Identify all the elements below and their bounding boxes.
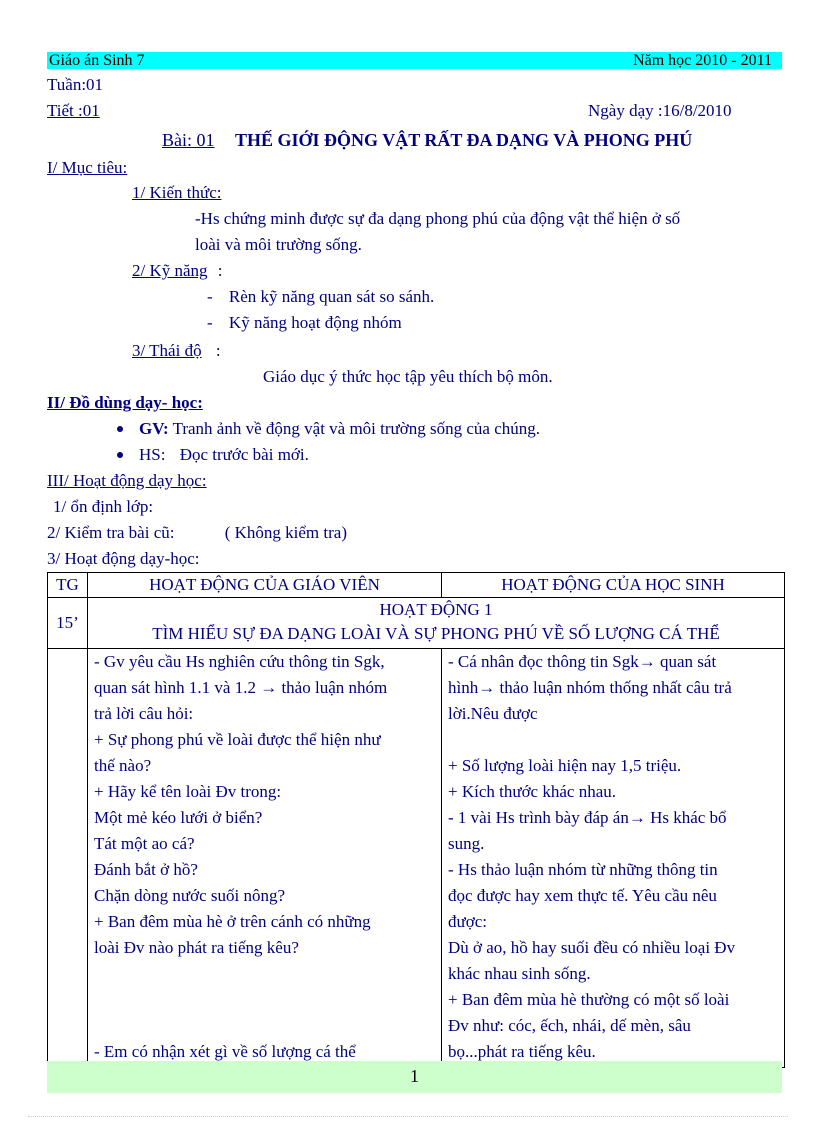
skill-text: Kỹ năng hoạt động nhóm	[228, 313, 402, 332]
teacher-line: thế nào?	[94, 756, 152, 775]
lesson-title: THẾ GIỚI ĐỘNG VẬT RẤT ĐA DẠNG VÀ PHONG PHÚ	[235, 130, 693, 150]
skill-item	[207, 312, 402, 334]
attitude-colon: :	[215, 341, 221, 360]
knowledge-heading: 1/ Kiến thức:	[132, 183, 222, 202]
page-footer	[47, 1061, 782, 1093]
objectives-heading: I/ Mục tiêu:	[47, 158, 128, 177]
teacher-line: Chặn dòng nước suối nông?	[94, 886, 286, 905]
skills-colon: :	[217, 261, 223, 280]
student-line: bọ...phát ra tiếng kêu.	[448, 1042, 596, 1061]
teacher-line	[94, 961, 435, 987]
step-1: 1/ ổn định lớp:	[53, 497, 154, 516]
skills-heading: 2/ Kỹ năng	[132, 261, 208, 280]
skills-heading-row	[132, 260, 223, 282]
teacher-activity-cell	[88, 649, 442, 1068]
teacher-line	[94, 1013, 435, 1039]
student-line: khác nhau sinh sống.	[448, 964, 591, 983]
step-2-label: 2/ Kiểm tra bài cũ:	[47, 523, 175, 542]
student-line: + Kích thước khác nhau.	[448, 782, 616, 801]
activities-heading: III/ Hoạt động dạy học:	[47, 471, 207, 490]
student-materials: Đọc trước bài mới.	[179, 445, 309, 464]
page-header	[47, 52, 782, 69]
page-bottom-divider	[28, 1116, 788, 1117]
activity-title: HOẠT ĐỘNG 1	[379, 600, 493, 619]
attitude-text: Giáo dục ý thức học tập yêu thích bộ môn.	[263, 367, 553, 386]
teacher-line: trả lời câu hỏi:	[94, 704, 194, 723]
student-line: sung.	[448, 834, 485, 853]
bullet-icon	[117, 426, 123, 432]
skill-item	[207, 286, 434, 308]
teacher-line: Đánh bắt ở hồ?	[94, 860, 198, 879]
materials-heading: II/ Đồ dùng dạy- học:	[47, 393, 203, 412]
student-line: Đv như: cóc, ếch, nhái, dế mèn, sâu	[448, 1016, 691, 1035]
teaching-date: Ngày dạy :16/8/2010	[588, 101, 732, 120]
teacher-line: - Gv yêu cầu Hs nghiên cứu thông tin Sgk,	[94, 652, 385, 671]
lesson-activity-table	[47, 572, 785, 1068]
lesson-heading	[162, 129, 692, 151]
skill-dash: -	[207, 313, 213, 332]
step-2	[47, 522, 347, 544]
page-number: 1	[410, 1066, 419, 1086]
teacher-materials: Tranh ảnh về động vật và môi trường sống của chúng.	[172, 419, 540, 438]
teacher-label: GV:	[139, 419, 169, 438]
teacher-line: quan sát hình 1.1 và 1.2 → thảo luận nhóm	[94, 678, 388, 697]
header-subject: Giáo án Sinh 7	[49, 52, 145, 69]
week-label: Tuần:01	[47, 75, 104, 94]
teacher-line: Một mẻ kéo lưới ở biển?	[94, 808, 263, 827]
student-line: đọc được hay xem thực tế. Yêu cầu nêu	[448, 886, 717, 905]
step-3: 3/ Hoạt động dạy-học:	[47, 549, 200, 568]
attitude-heading-row	[132, 340, 221, 362]
activity-subtitle: TÌM HIỂU SỰ ĐA DẠNG LOÀI VÀ SỰ PHONG PHÚ VỀ SỐ LƯỢNG CÁ THỂ	[152, 624, 720, 643]
activity-title-cell	[88, 598, 785, 649]
materials-teacher	[139, 418, 540, 440]
skill-text: Rèn kỹ năng quan sát so sánh.	[228, 287, 435, 306]
teacher-line: - Em có nhận xét gì về số lượng cá thể	[94, 1042, 356, 1061]
teacher-line: + Sự phong phú về loài được thể hiện như	[94, 730, 381, 749]
teacher-line	[94, 987, 435, 1013]
teacher-line: + Hãy kể tên loài Đv trong:	[94, 782, 282, 801]
activity-content-row	[48, 649, 785, 1068]
skill-dash: -	[207, 287, 213, 306]
teacher-line: loài Đv nào phát ra tiếng kêu?	[94, 938, 299, 957]
content-time-cell	[48, 649, 88, 1068]
activity-time: 15’	[48, 598, 88, 649]
student-line: + Ban đêm mùa hè thường có một số loài	[448, 990, 730, 1009]
teacher-line: Tát một ao cá?	[94, 834, 195, 853]
table-header-row	[48, 573, 785, 598]
period-label: Tiết :01	[47, 101, 100, 120]
student-line: - Cá nhân đọc thông tin Sgk→ quan sát	[448, 652, 717, 671]
step-2-note: ( Không kiểm tra)	[224, 523, 347, 542]
student-line: được:	[448, 912, 487, 931]
teacher-line: + Ban đêm mùa hè ở trên cánh có những	[94, 912, 371, 931]
student-line: + Số lượng loài hiện nay 1,5 triệu.	[448, 756, 682, 775]
knowledge-line-2: loài và môi trường sống.	[195, 235, 362, 254]
header-school-year: Năm học 2010 - 2011	[633, 52, 772, 69]
materials-student	[139, 444, 309, 466]
student-line: Dù ở ao, hồ hay suối đều có nhiều loại Đv	[448, 938, 736, 957]
student-line	[448, 727, 778, 753]
student-line: - Hs thảo luận nhóm từ những thông tin	[448, 860, 718, 879]
activity-title-row	[48, 598, 785, 649]
bullet-icon	[117, 452, 123, 458]
table-header-time: TG	[48, 573, 88, 598]
student-label: HS:	[139, 445, 166, 464]
student-line: - 1 vài Hs trình bày đáp án→ Hs khác bổ	[448, 808, 727, 827]
student-activity-cell	[442, 649, 785, 1068]
attitude-heading: 3/ Thái độ	[132, 341, 202, 360]
student-line: hình→ thảo luận nhóm thống nhất câu trả	[448, 678, 732, 697]
knowledge-line-1: -Hs chứng minh được sự đa dạng phong phú của động vật thể hiện ở số	[195, 209, 681, 228]
table-header-teacher: HOẠT ĐỘNG CỦA GIÁO VIÊN	[88, 573, 442, 598]
table-header-student: HOẠT ĐỘNG CỦA HỌC SINH	[442, 573, 785, 598]
student-line: lời.Nêu được	[448, 704, 538, 723]
lesson-number: Bài: 01	[162, 130, 215, 150]
